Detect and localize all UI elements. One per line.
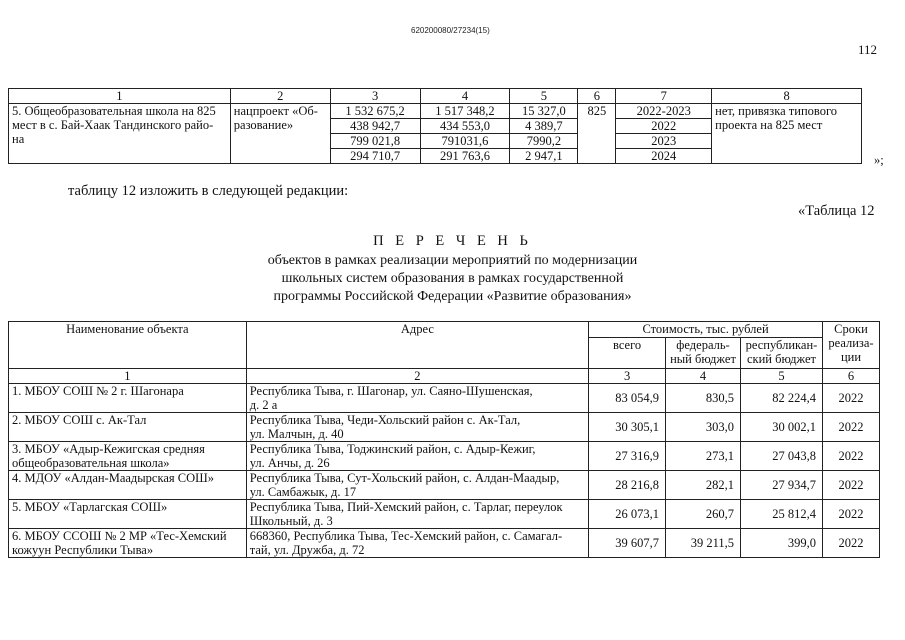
object-name-cell	[9, 104, 231, 164]
object-name-cell	[9, 471, 247, 500]
object-name-cell-line: 6. МБОУ ССОШ № 2 МР «Тес-Хемский	[12, 529, 227, 543]
federal-cell: 830,5	[666, 384, 741, 413]
object-name-cell	[9, 442, 247, 471]
header-address: Адрес	[246, 322, 588, 369]
object-name-cell-line: кожуун Республики Тыва»	[12, 543, 154, 557]
subtitle-line: школьных систем образования в рамках государственной	[281, 271, 624, 286]
object-name-cell-line: общеобразовательная школа»	[12, 456, 170, 470]
year-cell: 2022	[822, 471, 879, 500]
year-cell: 2022	[822, 413, 879, 442]
header-deadline	[822, 322, 879, 369]
federal-cell: 434 553,0	[420, 119, 510, 134]
republic-cell: 7990,2	[510, 134, 578, 149]
total-cell: 30 305,1	[589, 413, 666, 442]
federal-cell: 282,1	[666, 471, 741, 500]
federal-cell: 1 517 348,2	[420, 104, 510, 119]
col-num: 5	[740, 369, 822, 384]
address-cell	[246, 442, 588, 471]
col-num: 4	[420, 89, 510, 104]
address-cell	[246, 384, 588, 413]
header-name: Наименование объекта	[9, 322, 247, 369]
col-num: 1	[9, 369, 247, 384]
col-num: 6	[578, 89, 616, 104]
object-name-cell	[9, 413, 247, 442]
total-cell: 83 054,9	[589, 384, 666, 413]
objects-table-body	[9, 384, 880, 558]
col-num: 2	[246, 369, 588, 384]
object-name-cell	[9, 500, 247, 529]
address-cell-line: Республика Тыва, Тоджинский район, с. Адыр-Кежиг,	[249, 442, 536, 456]
republic-cell: 82 224,4	[740, 384, 822, 413]
list-heading: П Е Р Е Ч Е Н Ь	[373, 233, 532, 249]
republic-cell: 2 947,1	[510, 149, 578, 164]
col-num: 4	[666, 369, 741, 384]
republic-line: ский бюджет	[746, 352, 816, 367]
address-cell-line: тай, ул. Дружба, д. 72	[249, 543, 365, 557]
column-number-row	[9, 369, 880, 384]
address-cell-line: д. 2 а	[249, 398, 278, 412]
table-row	[9, 104, 862, 119]
total-cell: 438 942,7	[330, 119, 420, 134]
note-line: проекта на 825 мест	[715, 118, 823, 132]
col-num: 1	[9, 89, 231, 104]
program-cell	[230, 104, 330, 164]
col-num: 5	[510, 89, 578, 104]
col-num: 7	[616, 89, 712, 104]
closing-quote: »;	[874, 153, 884, 167]
table-row	[9, 413, 880, 442]
address-cell-line: Республика Тыва, г. Шагонар, ул. Саяно-Шушенская,	[249, 384, 533, 398]
column-number-row	[9, 89, 862, 104]
subtitle-line: программы Российской Федерации «Развитие образования»	[273, 289, 632, 304]
republic-cell: 399,0	[740, 529, 822, 558]
address-cell-line: Школьный, д. 3	[249, 514, 333, 528]
federal-cell: 273,1	[666, 442, 741, 471]
col-num: 3	[330, 89, 420, 104]
deadline-line: реализа-	[828, 336, 874, 350]
object-name-cell-line: 1. МБОУ СОШ № 2 г. Шагонара	[12, 384, 184, 398]
federal-cell: 291 763,6	[420, 149, 510, 164]
object-name-cell	[9, 384, 247, 413]
list-subtitle	[0, 252, 905, 306]
name-line: на	[12, 132, 25, 146]
address-cell	[246, 471, 588, 500]
table-row	[9, 384, 880, 413]
federal-cell: 303,0	[666, 413, 741, 442]
table-row	[9, 500, 880, 529]
object-name-cell-line: 2. МБОУ СОШ с. Ак-Тал	[12, 413, 147, 427]
header-republic	[740, 338, 822, 369]
objects-table	[8, 321, 880, 558]
previous-table-fragment	[8, 88, 862, 164]
header-cost: Стоимость, тыс. рублей	[589, 322, 823, 338]
republic-cell: 27 934,7	[740, 471, 822, 500]
amendment-paragraph: таблицу 12 изложить в следующей редакции:	[68, 183, 349, 199]
federal-cell: 791031,6	[420, 134, 510, 149]
federal-line: федераль-	[676, 338, 730, 353]
address-cell	[246, 500, 588, 529]
object-name-cell-line: 5. МБОУ «Тарлагская СОШ»	[12, 500, 168, 514]
total-cell: 28 216,8	[589, 471, 666, 500]
col-num: 6	[822, 369, 879, 384]
object-name-cell	[9, 529, 247, 558]
deadline-line: ции	[840, 350, 862, 364]
program-line: разование»	[233, 118, 294, 132]
federal-cell: 260,7	[666, 500, 741, 529]
year-cell: 2024	[616, 149, 712, 164]
federal-line: ный бюджет	[670, 352, 736, 367]
total-cell: 294 710,7	[330, 149, 420, 164]
address-cell-line: 668360, Республика Тыва, Тес-Хемский район, с. Самагал-	[249, 529, 563, 543]
address-cell-line: ул. Анчы, д. 26	[249, 456, 330, 470]
document-code: 620200080/27234(15)	[411, 26, 490, 35]
name-line: 5. Общеобразовательная школа на 825	[12, 104, 216, 118]
col-num: 2	[230, 89, 330, 104]
republic-cell: 4 389,7	[510, 119, 578, 134]
year-cell: 2023	[616, 134, 712, 149]
republic-cell: 30 002,1	[740, 413, 822, 442]
name-line: мест в с. Бай-Хаак Тандинского райо-	[12, 118, 214, 132]
year-cell: 2022	[822, 500, 879, 529]
table-row	[9, 529, 880, 558]
year-cell: 2022	[616, 119, 712, 134]
total-cell: 39 607,7	[589, 529, 666, 558]
capacity-cell: 825	[578, 104, 616, 164]
total-cell: 799 021,8	[330, 134, 420, 149]
header-total: всего	[589, 338, 666, 369]
address-cell-line: Республика Тыва, Сут-Хольский район, с. Алдан-Маадыр,	[249, 471, 560, 485]
republic-cell: 25 812,4	[740, 500, 822, 529]
republic-cell: 15 327,0	[510, 104, 578, 119]
year-cell: 2022	[822, 442, 879, 471]
page-number: 112	[858, 42, 878, 57]
address-cell-line: Республика Тыва, Пий-Хемский район, с. Тарлаг, переулок	[249, 500, 563, 514]
address-cell-line: ул. Малчын, д. 40	[249, 427, 344, 441]
table-row	[9, 442, 880, 471]
address-cell-line: Республика Тыва, Чеди-Хольский район с. Ак-Тал,	[249, 413, 521, 427]
deadline-line: Сроки	[834, 322, 868, 336]
total-cell: 26 073,1	[589, 500, 666, 529]
republic-cell: 27 043,8	[740, 442, 822, 471]
address-cell	[246, 413, 588, 442]
object-name-cell-line: 4. МДОУ «Алдан-Маадырская СОШ»	[12, 471, 215, 485]
federal-cell: 39 211,5	[666, 529, 741, 558]
col-num: 3	[589, 369, 666, 384]
year-cell: 2022-2023	[616, 104, 712, 119]
note-cell	[712, 104, 862, 164]
year-cell: 2022	[822, 384, 879, 413]
table-reference: «Таблица 12	[798, 203, 875, 219]
total-cell: 27 316,9	[589, 442, 666, 471]
total-cell: 1 532 675,2	[330, 104, 420, 119]
program-line: нацпроект «Об-	[233, 104, 318, 118]
table-row	[9, 471, 880, 500]
header-row	[9, 322, 880, 338]
subtitle-line: объектов в рамках реализации мероприятий по модернизации	[267, 253, 638, 268]
col-num: 8	[712, 89, 862, 104]
address-cell	[246, 529, 588, 558]
year-cell: 2022	[822, 529, 879, 558]
header-federal	[666, 338, 741, 369]
object-name-cell-line: 3. МБОУ «Адыр-Кежигская средняя	[12, 442, 205, 456]
note-line: нет, привязка типового	[715, 104, 838, 118]
address-cell-line: ул. Самбажык, д. 17	[249, 485, 357, 499]
republic-line: республикан-	[745, 338, 818, 353]
